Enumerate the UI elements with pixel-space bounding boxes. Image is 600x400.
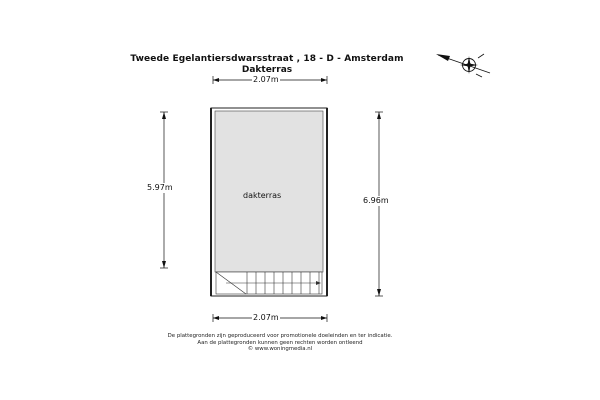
dimension-left-length: 5.97m xyxy=(147,183,173,192)
floor-name: Dakterras xyxy=(241,65,293,75)
disclaimer-line-2: Aan de plattegronden kunnen geen rechten worden ontleend xyxy=(197,339,363,346)
disclaimer-footer xyxy=(0,333,560,353)
disclaimer-line-1: De plattegronden zijn geproduceerd voor promotionele doeleinden en ter indicatie. xyxy=(167,333,393,339)
room-label: dakterras xyxy=(243,191,282,200)
address-title: Tweede Egelantiersdwarsstraat , 18 - D - Amsterdam xyxy=(130,54,404,64)
staircase xyxy=(216,272,322,294)
copyright-line: © www.woningmedia.nl xyxy=(247,346,313,353)
room-dakterras xyxy=(211,108,327,296)
dimension-top-width: 2.07m xyxy=(253,75,279,84)
dimension-right-length: 6.96m xyxy=(363,196,389,205)
dimension-bottom-width: 2.07m xyxy=(253,313,279,322)
